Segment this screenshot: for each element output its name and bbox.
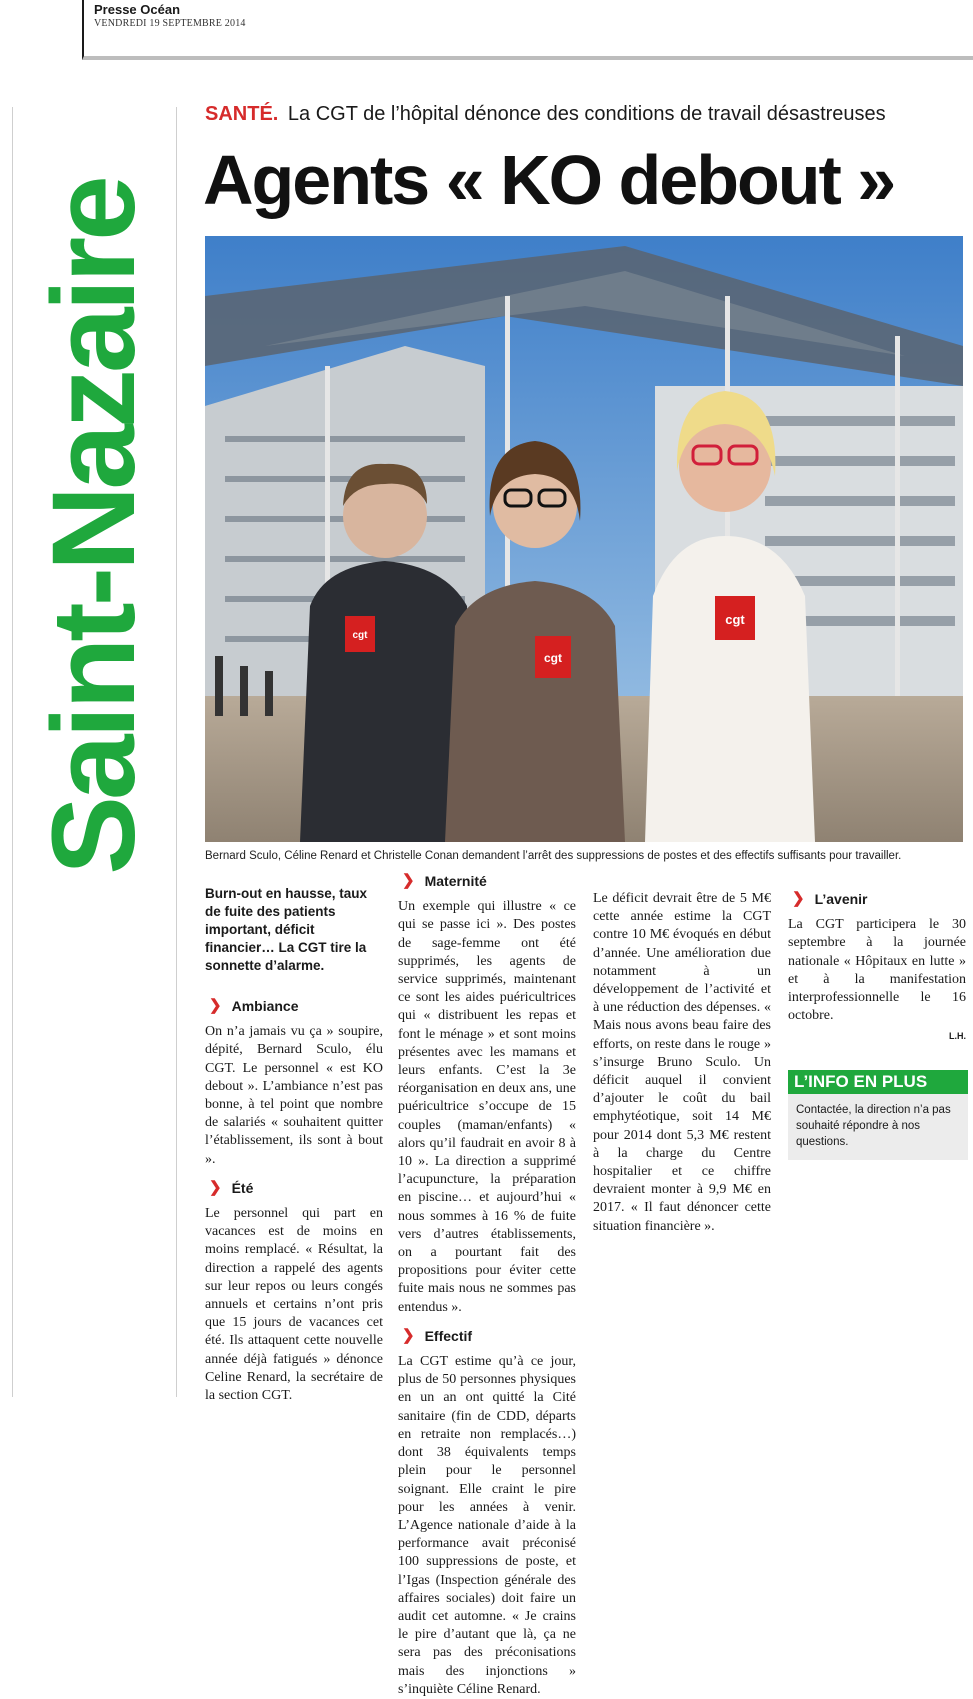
- byline: L.H.: [949, 1031, 966, 1042]
- paragraph-effectif: La CGT estime qu’à ce jour, plus de 50 personnes physiques en un an ont quitté la Cité sanitaire (fin de CDD, départs en retraite non remplacés…) dont 38 équivalents temps plein pour le personnel soignant. Elle craint le pire pour les années à venir. L’Agence nationale d’aide à la performance avait préconisé 100 suppressions de poste, et l’Igas (Inspection générale des affaires sociales) doit faire un audit cet automne. « Je crains le pire d’autant que là, ça ne sera pas des préconisations mais des injonctions » s’inquiète Céline Renard.: [398, 1354, 576, 1697]
- article-intro: Burn-out en hausse, taux de fuite des patients important, déficit financier… La CGT tire la sonnette d’alarme.: [205, 886, 368, 973]
- headline: Agents « KO debout »: [203, 141, 895, 219]
- publication-name: Presse Océan: [94, 2, 181, 17]
- column-rule: [176, 107, 177, 1397]
- subhead-avenir: ❯ L’avenir: [792, 890, 868, 907]
- kicker-tag: SANTÉ.: [205, 103, 279, 125]
- left-rule: [12, 107, 13, 1397]
- section-title: [14, 107, 174, 947]
- info-box-title: L’INFO EN PLUS: [788, 1070, 968, 1094]
- article-column-1: [205, 885, 383, 1405]
- article-column-2: [398, 872, 576, 1697]
- article-photo: [205, 236, 963, 842]
- kicker: [205, 103, 886, 126]
- publication-date: VENDREDI 19 SEPTEMBRE 2014: [94, 18, 246, 29]
- subhead-maternite: ❯ Maternité: [402, 872, 487, 889]
- subhead-ete: ❯ Été: [209, 1178, 254, 1196]
- chevron-icon: ❯: [402, 1326, 415, 1344]
- article-column-3: [593, 890, 771, 1236]
- chevron-icon: ❯: [209, 997, 222, 1014]
- subhead-effectif: ❯ Effectif: [402, 1326, 473, 1344]
- paragraph-avenir: La CGT participera le 30 septembre à la journée nationale « Hôpitaux en lutte » et à la manifestation interprofessionnelle le 16 octobre.: [788, 917, 966, 1024]
- chevron-icon: ❯: [209, 1178, 222, 1196]
- article-column-4: [788, 890, 966, 1160]
- chevron-icon: ❯: [792, 890, 805, 907]
- badge-label: cgt: [544, 651, 562, 665]
- badge-label: cgt: [352, 630, 368, 641]
- photo-caption: Bernard Sculo, Céline Renard et Christelle Conan demandent l’arrêt des suppressions de postes et des effectifs suffisants pour travailler.: [205, 850, 902, 862]
- paragraph-ete: Le personnel qui part en vacances est de moins en moins remplacé. « Résultat, la direction a rappelé des agents sur leur repos ou leurs congés annuels et certains n’ont pris que 15 jours de vacances cet été. Ils attaquent cette nouvelle année déjà fatigués » dénonce Celine Renard, la secrétaire de la section CGT.: [205, 1206, 383, 1404]
- masthead: [82, 0, 973, 60]
- paragraph-maternite: Un exemple qui illustre « ce qui se passe ici ». Des postes de sage-femme ont été supprimés, les agents de service supprimés, maintenant ce sont les aides puéricultrices qui « distribuent les repas et font le ménage » et sont moins présentes avec les mamans et leurs enfants. C’est la 3e réorganisation en deux ans, une puéricultrice s’occupe de 15 couples (maman/enfants) « alors qu’il faudrait en avoir 8 à 10 ». La direction a supprimé l’acupuncture, la préparation en piscine… et aujourd’hui « nous sommes à 16 % de fuite vers d’autres établissements, on a pourtant fait des propositions pour éviter cette fuite mais nous ne sommes pas entendus ».: [398, 899, 576, 1315]
- section-title-text: Saint-Nazaire: [28, 179, 160, 875]
- info-box: [788, 1070, 968, 1160]
- paragraph-budget: Le déficit devrait être de 5 M€ cette année estime la CGT contre 10 M€ évoqués en début d’année. Une amélioration due notamment à un développement de l’activité et à une réduction des dépenses. « Mais nous avons beau faire des efforts, on reste dans le rouge » s’insurge Bruno Sculo. Un déficit auquel il convient d’ajouter le coût du bail emphytéotique, soit 14 M€ pour 2014 dont 5,3 M€ restent à la charge du Centre hospitalier et ce chiffre devraient monter à 9,9 M€ en 2017. « Il faut dénoncer cette situation financière ».: [593, 891, 771, 1234]
- badge-label: cgt: [725, 612, 745, 627]
- kicker-text: La CGT de l’hôpital dénonce des conditions de travail désastreuses: [287, 103, 886, 125]
- chevron-icon: ❯: [402, 872, 415, 889]
- paragraph-ambiance: On n’a jamais vu ça » soupire, dépité, Bernard Sculo, élu CGT. Le personnel « est KO debout ». L’ambiance n’est pas bonne, à tel point que nombre de salariés « souhaitent quitter l’établissement, ils sont à bout ».: [205, 1024, 383, 1167]
- info-box-text: Contactée, la direction n’a pas souhaité répondre à nos questions.: [796, 1103, 951, 1148]
- subhead-ambiance: ❯ Ambiance: [209, 997, 299, 1014]
